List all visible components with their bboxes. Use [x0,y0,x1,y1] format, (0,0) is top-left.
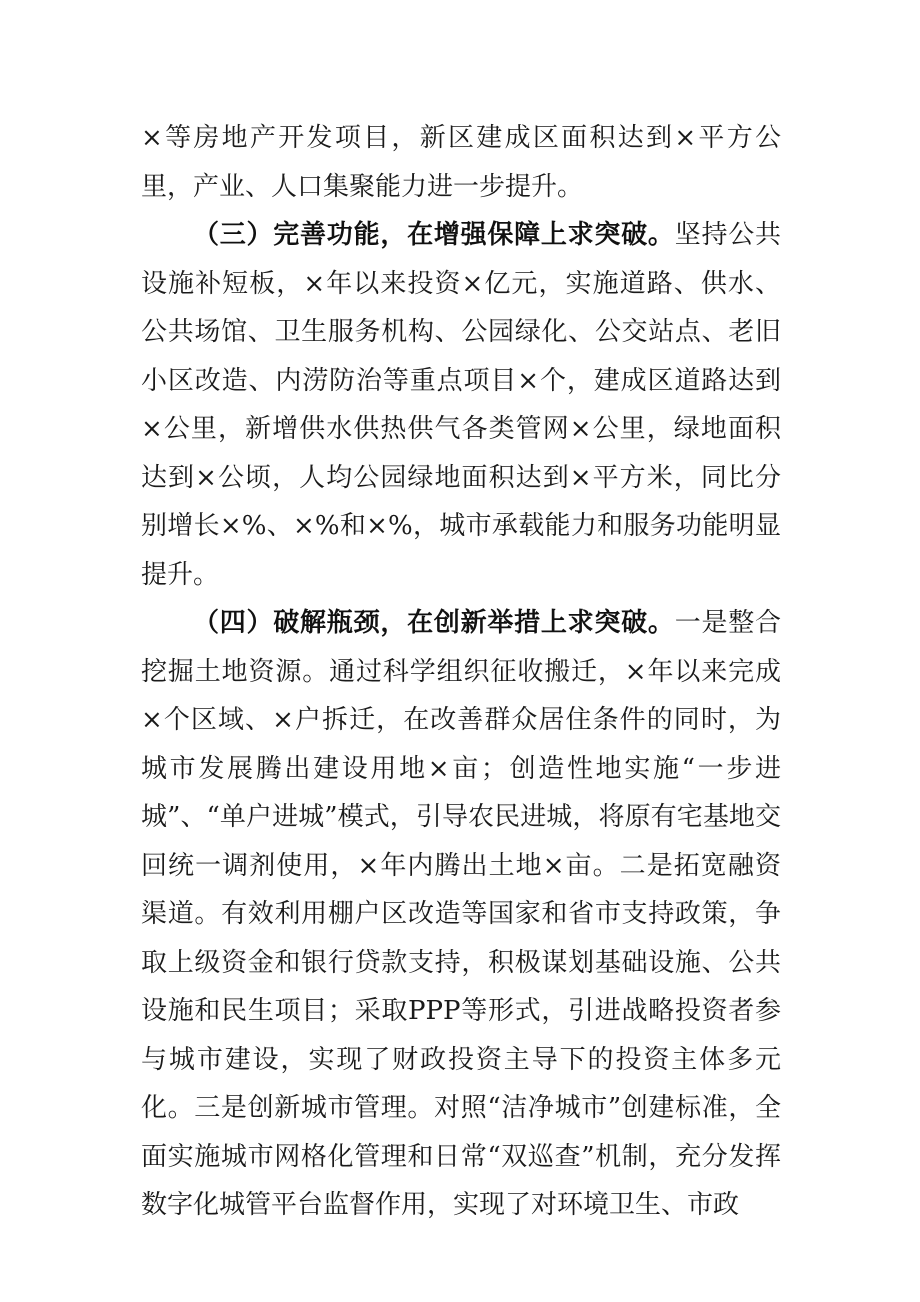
document-body [141,114,781,1230]
paragraph-continuation [141,114,781,211]
paragraph-text: 坚持公共设施补短板，×年以来投资×亿元，实施道路、供水、公共场馆、卫生服务机构、公园绿化、公交站点、老旧小区改造、内涝防治等重点项目×个，建成区道路达到×公里，新增供水供热供气各类管网×公里，绿地面积达到×公顷，人均公园绿地面积达到×平方米，同比分别增长×%、×%和×%，城市承载能力和服务功能明显提升。 [141,220,781,590]
section-heading: （四）破解瓶颈，在创新举措上求突破。 [193,608,675,638]
paragraph-text: ×等房地产开发项目，新区建成区面积达到×平方公里，产业、人口集聚能力进一步提升。 [141,123,781,202]
paragraph-section-three [141,211,781,599]
paragraph-section-four [141,599,781,1230]
paragraph-text: 一是整合挖掘土地资源。通过科学组织征收搬迁，×年以来完成×个区域、×户拆迁，在改善群众居住条件的同时，为城市发展腾出建设用地×亩；创造性地实施“一步进城”、“单户进城”模式，引导农民进城，将原有宅基地交回统一调剂使用，×年内腾出土地×亩。二是拓宽融资渠道。有效利用棚户区改造等国家和省市支持政策，争取上级资金和银行贷款支持，积极谋划基础设施、公共设施和民生项目；采取PPP等形式，引进战略投资者参与城市建设，实现了财政投资主导下的投资主体多元化。三是创新城市管理。对照“洁净城市”创建标准，全面实施城市网格化管理和日常“双巡查”机制，充分发挥数字化城管平台监督作用，实现了对环境卫生、市政 [141,608,781,1220]
section-heading: （三）完善功能，在增强保障上求突破。 [193,220,675,250]
